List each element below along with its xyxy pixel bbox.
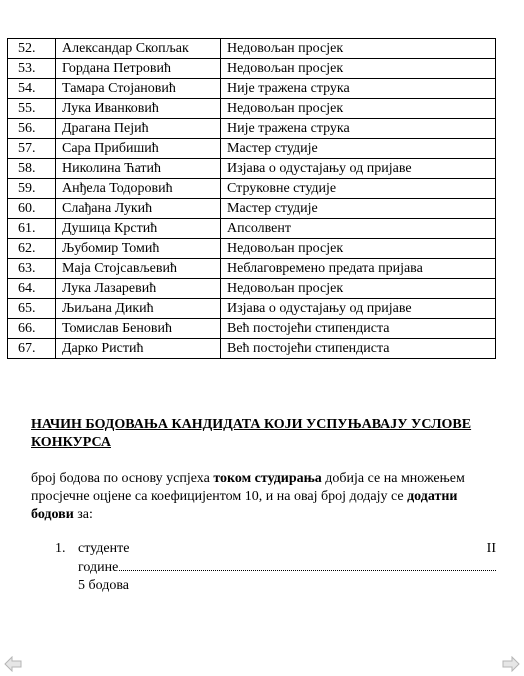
candidate-name: Дарко Ристић	[56, 339, 221, 359]
candidate-name: Драгана Пејић	[56, 119, 221, 139]
row-number: 66.	[8, 319, 56, 339]
rejection-reason: Мастер студије	[221, 139, 496, 159]
section-heading: НАЧИН БОДОВАЊА КАНДИДАТА КОЈИ УСПУЊАВАЈУ УСЛОВЕ КОНКУРСА	[31, 417, 472, 450]
candidate-name: Слађана Лукић	[56, 199, 221, 219]
list-item-line-1	[78, 540, 496, 558]
row-number: 52.	[8, 39, 56, 59]
arrow-right-icon[interactable]	[502, 656, 520, 672]
candidate-name: Лука Иванковић	[56, 99, 221, 119]
list-item-line-2-text: године	[78, 560, 119, 575]
table-row	[8, 59, 496, 79]
rejection-reason: Струковне студије	[221, 179, 496, 199]
row-number: 61.	[8, 219, 56, 239]
candidate-name: Љиљана Дикић	[56, 299, 221, 319]
rejection-reason: Изјава о одустајању од пријаве	[221, 299, 496, 319]
row-number: 59.	[8, 179, 56, 199]
table-row	[8, 139, 496, 159]
table-row	[8, 39, 496, 59]
table-row	[8, 279, 496, 299]
list-item-marker: 1.	[55, 541, 66, 556]
row-number: 64.	[8, 279, 56, 299]
candidate-name: Александар Скопљак	[56, 39, 221, 59]
table-row	[8, 219, 496, 239]
candidate-name: Маја Стојсављевић	[56, 259, 221, 279]
rejection-reason: Већ постојећи стипендиста	[221, 319, 496, 339]
rejection-reason: Недовољан просјек	[221, 39, 496, 59]
row-number: 60.	[8, 199, 56, 219]
paragraph-bold-1: током студирања	[213, 471, 322, 486]
table-row	[8, 179, 496, 199]
arrow-left-icon[interactable]	[4, 656, 22, 672]
paragraph-bold-2: додатни бодови	[31, 489, 458, 522]
candidate-name: Лука Лазаревић	[56, 279, 221, 299]
rejection-reason: Неблаговремено предата пријава	[221, 259, 496, 279]
candidate-name: Гордана Петровић	[56, 59, 221, 79]
rejection-reason: Недовољан просјек	[221, 59, 496, 79]
list-item-line-3: 5 бодова	[78, 578, 129, 593]
paragraph-text-3: за:	[73, 507, 93, 522]
scoring-paragraph	[31, 470, 491, 524]
rejection-reason: Недовољан просјек	[221, 99, 496, 119]
list-item-line-2	[78, 558, 496, 577]
row-number: 54.	[8, 79, 56, 99]
rejection-reason: Недовољан просјек	[221, 279, 496, 299]
rejection-reason: Мастер студије	[221, 199, 496, 219]
table-row	[8, 319, 496, 339]
row-number: 57.	[8, 139, 56, 159]
table-row	[8, 159, 496, 179]
candidates-table	[7, 38, 496, 359]
candidate-name: Анђела Тодоровић	[56, 179, 221, 199]
candidate-name: Тамара Стојановић	[56, 79, 221, 99]
candidates-table-body	[8, 39, 496, 359]
candidate-name: Душица Крстић	[56, 219, 221, 239]
candidate-name: Томислав Беновић	[56, 319, 221, 339]
paragraph-text-1: број бодова по основу успјеха	[31, 471, 214, 486]
table-row	[8, 199, 496, 219]
list-item-body	[78, 540, 496, 595]
paragraph-text-2: добија се на множењем просјечне оцјене са коефицијентом 10, и на овај број додају се	[31, 471, 465, 504]
dotted-leader	[119, 558, 496, 571]
row-number: 65.	[8, 299, 56, 319]
candidate-name: Љубомир Томић	[56, 239, 221, 259]
row-number: 58.	[8, 159, 56, 179]
table-row	[8, 99, 496, 119]
table-row	[8, 239, 496, 259]
list-item-right-text: II	[486, 541, 496, 556]
row-number: 63.	[8, 259, 56, 279]
row-number: 56.	[8, 119, 56, 139]
candidate-name: Сара Прибишић	[56, 139, 221, 159]
table-row	[8, 119, 496, 139]
row-number: 67.	[8, 339, 56, 359]
rejection-reason: Није тражена струка	[221, 119, 496, 139]
table-row	[8, 259, 496, 279]
table-row	[8, 79, 496, 99]
rejection-reason: Изјава о одустајању од пријаве	[221, 159, 496, 179]
table-row	[8, 299, 496, 319]
row-number: 55.	[8, 99, 56, 119]
list-item-text: студенте	[78, 541, 130, 556]
rejection-reason: Није тражена струка	[221, 79, 496, 99]
table-row	[8, 339, 496, 359]
rejection-reason: Апсолвент	[221, 219, 496, 239]
row-number: 62.	[8, 239, 56, 259]
rejection-reason: Већ постојећи стипендиста	[221, 339, 496, 359]
row-number: 53.	[8, 59, 56, 79]
rejection-reason: Недовољан просјек	[221, 239, 496, 259]
candidate-name: Николина Ћатић	[56, 159, 221, 179]
